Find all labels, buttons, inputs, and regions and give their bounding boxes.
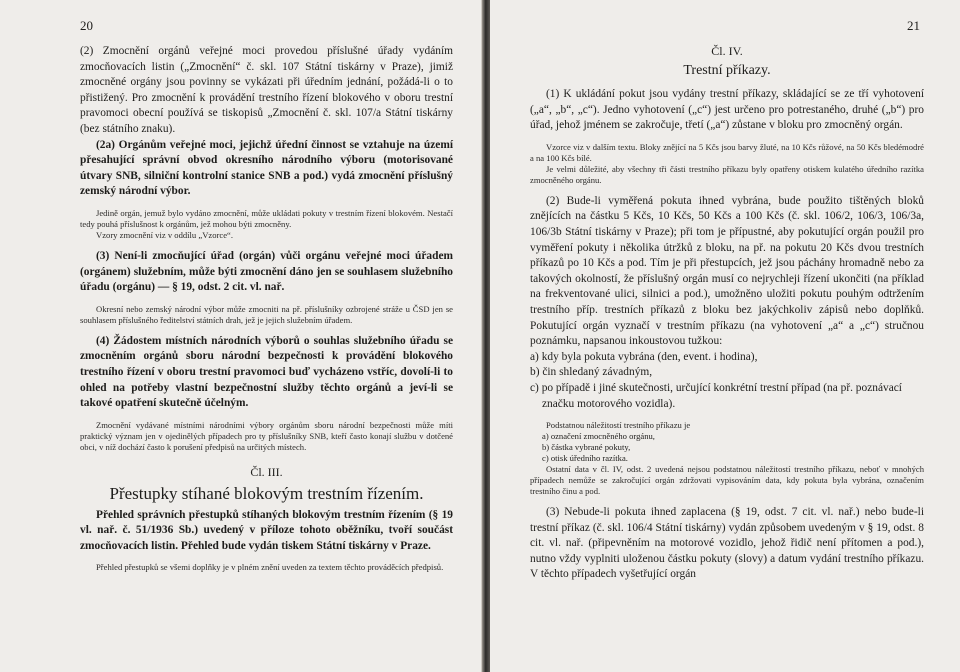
note-other-data: Ostatní data v čl. IV, odst. 2 uvedená nejsou podstatnou náležitostí trestního příkazu, neboť v mnohých případech nemůže se zakročující orgán zdržovati vypisováním data, kdy pokuta byla vybrána, označením trestního činu a pod. bbox=[530, 464, 924, 497]
paragraph-2: (2) Zmocnění orgánů veřejné moci provedou příslušné úřady vydáním zmocňovacích listin („Zmocnění“ č. skl. 107 Státní tiskárny v Praze), jimiž zmocněné orgány jsou povinny se vykázati při úředním jednání, požádá-li o to přistižený. Pro zmocnění k provádění trestního řízení blokového v oboru trestní pravomoci obecní používá se tiskopisů „Zmocnění č. skl. 107/a Státní tiskárny (bez státního znaku). bbox=[80, 45, 453, 135]
paragraph-3: (3) Není-li zmocňující úřad (orgán) vůči orgánu veřejné moci úřadem (orgánem) služebním, může býti zmocnění dáno jen se souhlasem služebního úřadu (orgánu) — § 19, odst. 2 cit. vl. nař. bbox=[80, 249, 453, 294]
chapter-heading-right: Čl. IV. bbox=[711, 44, 743, 58]
right-page bbox=[490, 0, 960, 672]
note-snb: Zmocnění vydávané místními národními výbory orgánům sboru národní bezpečnosti může míti praktický význam jen v ojedinělých případech pro ty příslušníky SNB, kteří často konají službu v dotčené obci, v níž dochází často k porušení předpisů na určitých místech. bbox=[80, 419, 453, 452]
list-item: a) kdy byla pokuta vybrána (den, event. i hodina), bbox=[530, 350, 758, 363]
list-item: c) otisk úředního razítka. bbox=[542, 453, 628, 464]
paragraph-2-right: (2) Bude-li vyměřená pokuta ihned vybrána, bude použito tištěných bloků znějících na částku 5 Kčs, 10 Kčs, 50 Kčs a 100 Kčs (č. skl. 106/2, 106/3, 106/3a, 106/3b Státní tiskárny v Praze); při tom je přípustné, aby pokutující orgán použil pro vyměření pokuty i několika útržků z bloku, na př. na pokutu 20 Kčs dvou trestních příkazů po 10 Kčs a pod. Tím je při přestupcích, jež jsou páchány hromadně nebo za takových okolností, že příslušný orgán musí co nejrychleji řízení ukončiti (na příklad na frekventované ulici, silnici a pod.), umožněno uložiti pokutu pouhým odtržením trestního příp. trestních příkazů z bloku bez jakýchkoliv zápisů nebo doplňků. Pokutující orgán vyznačí v trestním příkazu (na vyhotovení „a“ a „c“) stručnou poznámku, napsanou inkoustovou tužkou: bbox=[530, 194, 924, 348]
list-item: b) částka vybrané pokuty, bbox=[542, 442, 631, 453]
chapter-title-right: Trestní příkazy. bbox=[683, 63, 771, 78]
page-number-right: 21 bbox=[907, 18, 920, 33]
note-list bbox=[530, 350, 924, 412]
chapter-heading-left: Čl. III. bbox=[250, 464, 283, 479]
page-number-left: 20 bbox=[80, 18, 93, 33]
note-samples: Vzory zmocnění viz v oddílu „Vzorce“. bbox=[96, 229, 233, 240]
list-item: c) po případě i jiné skutečnosti, určující konkrétní trestní případ (na př. poznávací značku motorového vozidla). bbox=[530, 381, 902, 410]
note-colors: Vzorce viz v dalším textu. Bloky znějící na 5 Kčs jsou barvy žluté, na 10 Kčs růžové, na 50 Kčs bledémodré a na 100 Kčs bílé. bbox=[530, 141, 924, 163]
paragraph-1: (1) K ukládání pokut jsou vydány trestní příkazy, skládající se ze tří vyhotovení („a“, „b“, „c“). Jedno vyhotovení („c“) jest určeno pro potrestaného, druhé („b“) pro úřad, jehož jménem se zakročuje, třetí („a“) zůstane v bloku pro zmocněný orgán. bbox=[530, 88, 924, 132]
note-requirements-intro: Podstatnou náležitostí trestního příkazu je bbox=[546, 420, 691, 431]
note-railway: Okresní nebo zemský národní výbor může zmocniti na př. příslušníky ozbrojené stráže u ČSD jen se souhlasem příslušného ředitelství státních drah, jež je jejich služebním úřadem. bbox=[80, 303, 453, 325]
requirements-list bbox=[530, 431, 924, 464]
paragraph-3-right: (3) Nebude-li pokuta ihned zaplacena (§ 19, odst. 7 cit. vl. nař.) nebo bude-li trestní příkaz (č. skl. 106/4 Státní tiskárny) vydán způsobem uvedeným v § 19, odst. 8 cit. vl. nař. (připevněním na motorové vozidlo, jehož řidič není přítomen a pod.), nutno vždy vyplniti uloženou částku pokuty (slovy) a datum vydání trestního příkazu. V těchto případech vyšetřující orgán bbox=[530, 506, 924, 581]
note-authority: Jedině orgán, jemuž bylo vydáno zmocnění, může ukládati pokuty v trestním řízení blokovém. Nestačí tedy pouhá příslušnost k orgánům, jež mohou býti zmocněny. bbox=[80, 207, 453, 229]
chapter-note: Přehled přestupků se všemi doplňky je v plném znění uveden za textem těchto prováděcích předpisů. bbox=[96, 562, 444, 573]
chapter-title-left: Přestupky stíhané blokovým trestním řízením. bbox=[109, 483, 424, 503]
list-item: a) označení zmocněného orgánu, bbox=[542, 431, 655, 442]
book-gutter bbox=[482, 0, 490, 672]
paragraph-4: (4) Žádostem místních národních výborů o souhlas služebního úřadu se zmocněním orgánů sboru národní bezpečnosti k provádění blokového trestního řízení v oboru trestní pravomoci buď vycházeno vstříc, dovolí-li to ohled na potřeby vlastní bezpečnostní služby těchto orgánů a jeví-li se takové opatření skutečně účelným. bbox=[80, 334, 453, 410]
list-item: b) čin shledaný závadným, bbox=[530, 366, 653, 379]
note-stamp: Je velmi důležité, aby všechny tři části trestního příkazu byly opatřeny otiskem kulatého úředního razítka zmocněného orgánu. bbox=[530, 163, 924, 185]
chapter-paragraph: Přehled správních přestupků stíhaných blokovým trestním řízením (§ 19 vl. nař. č. 51/1936 Sb.) uvedený v příloze tohoto oběžníku, tvoří součást zmocňovacích listin. Přehled bude vydán tiskem Státní tiskárny v Praze. bbox=[80, 508, 453, 552]
paragraph-2a: (2a) Orgánům veřejné moci, jejichž úřední činnost se vztahuje na území přesahující správní obvod okresního národního výboru (motorisované útvary SNB, silniční kontrolní stanice SNB a pod.) vydá zmocnění příslušný zemský národní výbor. bbox=[80, 138, 453, 198]
